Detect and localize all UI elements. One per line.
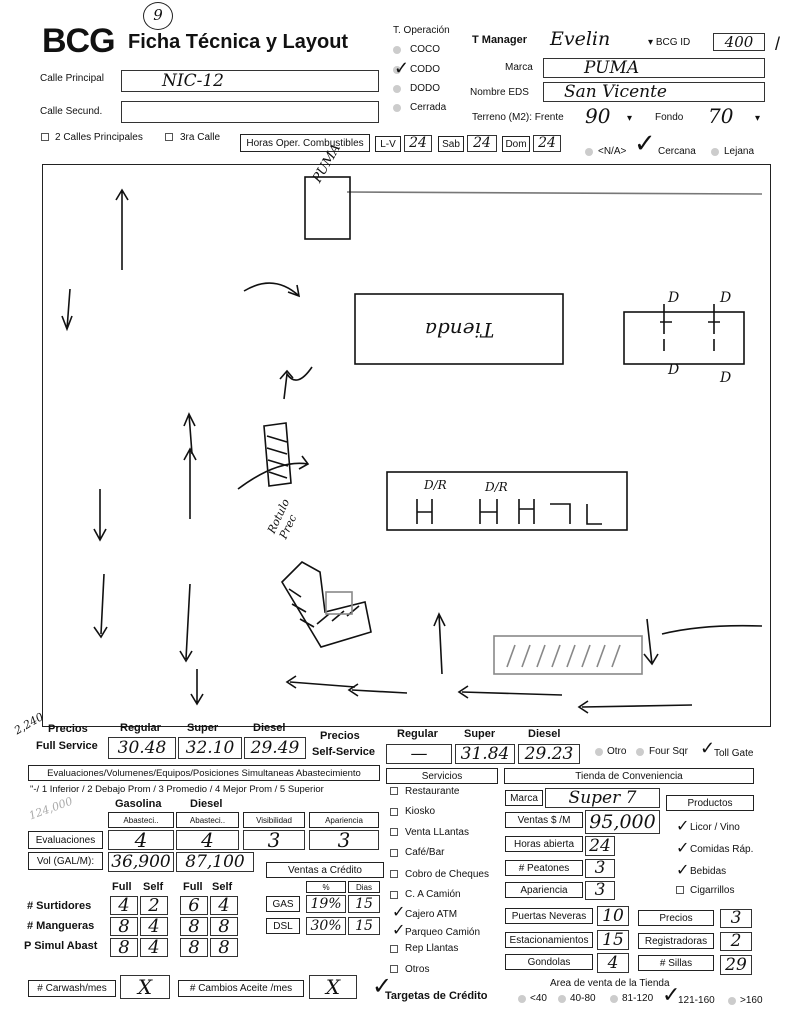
peatones-value: 3 [594, 858, 606, 878]
calle-secund-field[interactable] [121, 101, 379, 123]
page-title: Ficha Técnica y Layout [128, 31, 349, 53]
bcgid-value: 400 [724, 33, 754, 51]
dsl-dias-value: 15 [355, 918, 373, 934]
dos-calles-checkbox[interactable] [41, 133, 49, 141]
layout-rotulo-label: Rotulo Prec [265, 496, 300, 541]
eval-diesel-field[interactable] [176, 830, 239, 850]
puertas-label: Puertas Neveras [505, 908, 593, 924]
dsl-pct-value: 30% [310, 918, 342, 934]
psimul-full-gas[interactable] [110, 938, 138, 957]
super-label-full: Super [187, 722, 219, 734]
calle-secund-label: Calle Secund. [40, 106, 103, 117]
eval-diesel-value: 4 [201, 828, 214, 852]
check-icon: ✓ [676, 840, 690, 857]
sillas-label: # Sillas [638, 955, 714, 971]
horas-button[interactable]: Horas Oper. Combustibles [240, 134, 370, 152]
sab-label: Sab [438, 136, 464, 152]
psimul-label: P Simul Abast [24, 940, 98, 952]
check-icon: ✓ [394, 58, 410, 78]
manager-value[interactable]: Evelin [550, 28, 611, 50]
surtidores-full-gas-value: 4 [118, 895, 130, 916]
carwash-label: # Carwash/mes [28, 980, 116, 997]
servicio-checkbox-rep-llantas[interactable] [390, 945, 398, 953]
mangueras-self-diesel-value: 8 [218, 916, 230, 937]
bcgid-field[interactable] [713, 33, 765, 51]
servicios-header: Servicios [386, 768, 498, 784]
nombre-value: San Vicente [564, 82, 667, 102]
mangueras-self-gas[interactable] [140, 917, 168, 936]
layout-dr-mark-2: D/R [485, 480, 508, 494]
mangueras-full-gas-value: 8 [118, 916, 130, 937]
eval-visibilidad-value: 3 [267, 828, 281, 852]
logo: BCG [42, 22, 115, 60]
precios-label-full: Precios [48, 723, 88, 735]
check-icon: ✓ [372, 973, 393, 1000]
layout-d-mark-2: D [720, 290, 732, 306]
diesel-label-full: Diesel [253, 722, 286, 734]
ventas-field[interactable] [585, 810, 660, 834]
vol-gas-field[interactable] [108, 852, 174, 872]
full-regular-field[interactable] [108, 737, 176, 759]
estacionamientos-value: 15 [602, 930, 624, 950]
self-regular-field[interactable] [386, 744, 452, 764]
fondo-dropdown-icon[interactable]: ▾ [755, 113, 761, 124]
horas-abierta-field[interactable] [585, 836, 615, 856]
self-label-diesel: Self [212, 881, 233, 893]
tienda-marca-label: Marca [505, 790, 543, 806]
op-option-dodo: DODO [410, 83, 440, 94]
fondo-value[interactable]: 70 [708, 104, 734, 128]
gas-label: GAS [266, 896, 300, 912]
apariencia-field[interactable] [585, 881, 615, 900]
bcgid-label-text: BCG ID [655, 37, 691, 48]
area-label: Area de venta de la Tienda [550, 978, 670, 989]
layout-sketch [42, 164, 771, 727]
surtidores-self-diesel-value: 4 [218, 895, 230, 916]
area-option-81-120: 81-120 [622, 993, 654, 1004]
servicio-rep-llantas: Rep Llantas [405, 943, 459, 954]
area-radio-lt40[interactable] [518, 995, 526, 1003]
full-label-gas: Full [112, 881, 132, 893]
diesel-col-label: Diesel [190, 798, 223, 810]
mangueras-self-diesel[interactable] [210, 917, 238, 936]
full-label-diesel: Full [183, 881, 203, 893]
gondolas-field[interactable] [597, 953, 629, 973]
layout-tienda-label: Tienda [425, 318, 495, 342]
precios-tienda-label: Precios [638, 910, 714, 926]
check-icon: ✓ [676, 862, 690, 879]
na-radio[interactable] [585, 148, 593, 156]
sab-value: 24 [473, 135, 491, 151]
mangueras-full-gas[interactable] [110, 917, 138, 936]
registradoras-field[interactable] [720, 932, 752, 951]
vol-gas-value: 36,900 [111, 852, 171, 872]
productos-button[interactable]: Productos [666, 795, 754, 811]
surtidores-label: # Surtidores [27, 900, 92, 912]
producto-licor: Licor / Vino [690, 822, 740, 833]
otro-radio[interactable] [595, 748, 603, 756]
tienda-header: Tienda de Conveniencia [504, 768, 754, 784]
cambios-field[interactable] [309, 975, 357, 999]
diesel-label-self: Diesel [528, 728, 561, 740]
calle-principal-label: Calle Principal [40, 73, 104, 84]
area-radio-gt160[interactable] [728, 997, 736, 1005]
servicio-parqueo: Parqueo Camión [405, 927, 481, 938]
cambios-label: # Cambios Aceite /mes [178, 980, 304, 997]
page-mark-text: 9 [153, 6, 163, 24]
op-option-codo: CODO [410, 64, 440, 75]
sillas-field[interactable] [720, 955, 752, 975]
manager-label: T Manager [472, 34, 528, 46]
full-super-field[interactable] [178, 737, 242, 759]
precios-label-self: Precios [320, 730, 360, 742]
servicio-checkbox-llantas[interactable] [390, 828, 398, 836]
tarjetas-label: Targetas de Crédito [385, 990, 488, 1002]
eval-gas-field[interactable] [108, 830, 174, 850]
surtidores-self-gas-value: 2 [148, 895, 160, 916]
estacionamientos-label: Estacionamientos [505, 932, 593, 948]
dom-label: Dom [502, 136, 530, 152]
gas-pct-field[interactable] [306, 895, 346, 913]
layout-puma-sign: PUMA [310, 141, 345, 186]
ventas-value: 95,000 [589, 811, 656, 833]
layout-d-mark-1: D [668, 290, 680, 306]
producto-bebidas: Bebidas [690, 866, 727, 877]
surtidores-self-diesel[interactable] [210, 896, 238, 915]
dom-value: 24 [538, 135, 556, 151]
servicio-cajero: Cajero ATM [405, 909, 458, 920]
cercana-label: Cercana [658, 146, 696, 157]
check-icon: ✓ [392, 904, 406, 921]
producto-comidas: Comidas Ráp. [690, 844, 754, 855]
apariencia-value: 3 [594, 880, 606, 900]
fondo-label: Fondo [655, 112, 684, 123]
op-option-coco: COCO [410, 44, 440, 55]
calle-principal-field[interactable] [121, 70, 379, 92]
precios-tienda-value: 3 [730, 908, 742, 928]
mangueras-label: # Mangueras [27, 920, 95, 932]
precios-tienda-field[interactable] [720, 909, 752, 928]
lejana-radio[interactable] [711, 148, 719, 156]
page-mark [143, 2, 173, 30]
calle-principal-value: NIC-12 [162, 71, 224, 91]
sab-field[interactable] [467, 135, 497, 152]
col-header-abast-diesel: Abasteci.. [176, 812, 239, 828]
regular-label-full: Regular [120, 722, 161, 734]
mangueras-self-gas-value: 4 [148, 916, 160, 937]
surtidores-self-gas[interactable] [140, 896, 168, 915]
servicio-otros: Otros [405, 964, 430, 975]
otro-label: Otro [607, 746, 627, 757]
op-option-cerrada: Cerrada [410, 102, 447, 113]
servicio-restaurante: Restaurante [405, 786, 460, 797]
gas-dias-field[interactable] [348, 895, 380, 913]
psimul-self-gas-value: 4 [148, 937, 160, 958]
tercera-calle-checkbox[interactable] [165, 133, 173, 141]
na-label: <N/A> [598, 146, 627, 157]
dias-header: Dias [348, 881, 380, 893]
full-diesel-field[interactable] [244, 737, 306, 759]
prices-side-note: 2,240 [12, 710, 46, 738]
four-sqr-label: Four Sqr [649, 746, 688, 757]
peatones-label: # Peatones [505, 860, 583, 876]
self-label-gas: Self [143, 881, 164, 893]
servicio-cafe-bar: Café/Bar [405, 847, 445, 858]
check-icon: ✓ [676, 818, 690, 835]
frente-value[interactable]: 90 [585, 104, 611, 128]
frente-dropdown-icon[interactable]: ▾ [627, 113, 633, 124]
four-sqr-radio[interactable] [636, 748, 644, 756]
check-icon: ✓ [634, 128, 656, 158]
servicio-checkbox-cheques[interactable] [390, 870, 398, 878]
marca-label: Marca [505, 62, 533, 73]
dsl-pct-field[interactable] [306, 917, 346, 935]
dsl-dias-field[interactable] [348, 917, 380, 935]
self-service-label: Self-Service [312, 746, 375, 758]
peatones-field[interactable] [585, 859, 615, 878]
puertas-value: 10 [602, 906, 624, 926]
tienda-marca-value: Super 7 [568, 788, 637, 808]
mangueras-full-diesel[interactable] [180, 917, 208, 936]
psimul-full-gas-value: 8 [118, 937, 130, 958]
gondolas-value: 4 [607, 953, 619, 973]
area-option-121-160: 121-160 [678, 995, 715, 1006]
registradoras-value: 2 [730, 931, 742, 951]
check-icon: ✓ [700, 738, 716, 758]
col-header-apariencia: Apariencia [309, 812, 379, 828]
surtidores-full-diesel[interactable] [180, 896, 208, 915]
estacionamientos-field[interactable] [597, 930, 629, 950]
col-header-visibilidad: Visibilidad [243, 812, 305, 828]
self-diesel-value: 29.23 [524, 744, 574, 764]
vol-diesel-field[interactable] [176, 852, 254, 872]
psimul-self-diesel[interactable] [210, 938, 238, 957]
lv-label: L-V [375, 136, 401, 152]
check-icon: ✓ [392, 922, 406, 939]
self-super-value: 31.84 [460, 744, 510, 764]
psimul-self-diesel-value: 8 [218, 937, 230, 958]
area-radio-81-120[interactable] [610, 995, 618, 1003]
surtidores-full-diesel-value: 6 [188, 895, 200, 916]
servicio-kiosko: Kiosko [405, 806, 436, 817]
dos-calles-label: 2 Calles Principales [55, 132, 143, 143]
carwash-value: X [137, 975, 153, 999]
surtidores-full-gas[interactable] [110, 896, 138, 915]
producto-checkbox-cigarrillos[interactable] [676, 886, 684, 894]
full-super-value: 32.10 [185, 738, 235, 758]
layout-dr-mark-1: D/R [424, 478, 447, 492]
eval-apariencia-field[interactable] [309, 830, 379, 850]
lejana-label: Lejana [724, 146, 755, 157]
producto-cigarrillos: Cigarrillos [690, 885, 735, 896]
servicio-checkbox-kiosko[interactable] [390, 808, 398, 816]
op-radio-cerrada[interactable] [393, 104, 401, 112]
super-label-self: Super [464, 728, 496, 740]
eval-scale: "-/ 1 Inferior / 2 Debajo Prom / 3 Promedio / 4 Mejor Prom / 5 Superior [30, 784, 324, 795]
area-option-lt40: <40 [530, 993, 547, 1004]
layout-d-mark-3: D [668, 362, 680, 378]
gondolas-label: Gondolas [505, 954, 593, 970]
lv-value: 24 [409, 135, 427, 151]
toll-gate-label: Toll Gate [714, 748, 754, 759]
area-option-gt160: >160 [740, 995, 763, 1006]
pct-header: % [306, 881, 346, 893]
operation-label: T. Operación [393, 25, 450, 36]
regular-label-self: Regular [397, 728, 438, 740]
marca-field[interactable] [543, 58, 765, 78]
eval-gas-value: 4 [134, 828, 148, 852]
dom-field[interactable] [533, 135, 561, 152]
evaluaciones-label: Evaluaciones [28, 831, 103, 849]
eval-visibilidad-field[interactable] [243, 830, 305, 850]
op-radio-coco[interactable] [393, 46, 401, 54]
ventas-label: Ventas $ /M [505, 812, 583, 828]
puertas-field[interactable] [597, 906, 629, 926]
tercera-calle-label: 3ra Calle [180, 132, 221, 143]
registradoras-label: Registradoras [638, 933, 714, 949]
full-diesel-value: 29.49 [250, 738, 300, 758]
psimul-full-diesel-value: 8 [188, 937, 200, 958]
self-diesel-field[interactable] [518, 744, 580, 764]
nombre-label: Nombre EDS [470, 87, 529, 98]
horas-abierta-label: Horas abierta [505, 836, 583, 852]
servicio-checkbox-cafe[interactable] [390, 849, 398, 857]
col-header-abast-gas: Abasteci.. [108, 812, 174, 828]
carwash-field[interactable] [120, 975, 170, 999]
vol-diesel-value: 87,100 [185, 852, 245, 872]
servicio-ca-camion: C. A Camión [405, 889, 461, 900]
cambios-value: X [325, 975, 341, 999]
area-radio-40-80[interactable] [558, 995, 566, 1003]
gas-dias-value: 15 [355, 896, 373, 912]
slash-mark: / [775, 34, 781, 54]
eval-header: Evaluaciones/Volumenes/Equipos/Posiciones Simultaneas Abastecimiento [28, 765, 380, 781]
marca-value: PUMA [584, 58, 640, 78]
gasolina-label: Gasolina [115, 798, 162, 810]
horas-abierta-value: 24 [589, 836, 611, 856]
self-super-field[interactable] [455, 744, 515, 764]
servicio-venta-llantas: Venta LLantas [405, 827, 469, 838]
vol-label: Vol (GAL/M): [28, 852, 103, 870]
nombre-field[interactable] [543, 82, 765, 102]
eval-side-note: 124,000 [27, 794, 75, 823]
sillas-value: 29 [725, 955, 747, 975]
gas-pct-value: 19% [310, 896, 342, 912]
dsl-label: DSL [266, 918, 300, 934]
apariencia-label: Apariencia [505, 882, 583, 898]
self-regular-value: — [410, 744, 428, 764]
lv-field[interactable] [404, 135, 432, 152]
area-option-40-80: 40-80 [570, 993, 596, 1004]
terreno-label: Terreno (M2): Frente [472, 112, 564, 123]
servicio-cheques: Cobro de Cheques [405, 869, 489, 880]
full-regular-value: 30.48 [117, 738, 167, 758]
credito-button[interactable]: Ventas a Crédito [266, 862, 384, 878]
op-radio-dodo[interactable] [393, 85, 401, 93]
full-service-label: Full Service [36, 740, 98, 752]
check-icon: ✓ [662, 982, 681, 1007]
psimul-self-gas[interactable] [140, 938, 168, 957]
tienda-marca-field[interactable] [545, 788, 660, 808]
eval-apariencia-value: 3 [337, 828, 351, 852]
bcgid-label: ▾ BCG ID [648, 37, 691, 48]
layout-d-mark-4: D [720, 370, 732, 386]
servicio-checkbox-camion[interactable] [390, 891, 398, 899]
mangueras-full-diesel-value: 8 [188, 916, 200, 937]
psimul-full-diesel[interactable] [180, 938, 208, 957]
servicio-checkbox-restaurante[interactable] [390, 787, 398, 795]
